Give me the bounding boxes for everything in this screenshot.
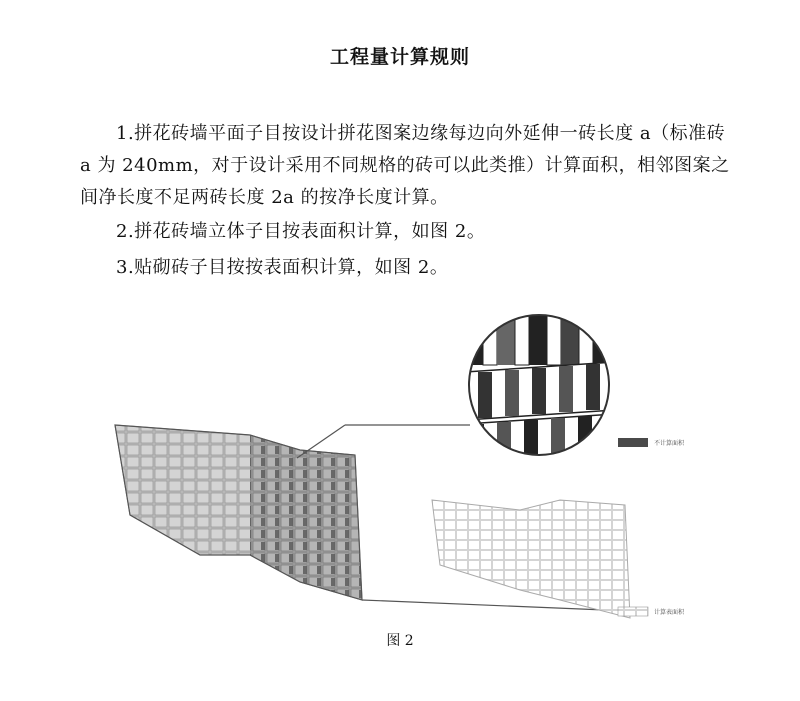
legend-counted-label: 计算表面积 <box>654 609 685 616</box>
legend-counted <box>618 607 685 616</box>
legend-not-counted-label: 不计算面积 <box>654 440 685 447</box>
figure-2-illustration <box>0 300 800 660</box>
rule-3-paragraph: 3.贴砌砖子目按按表面积计算，如图 2。 <box>116 257 449 278</box>
legend-not-counted <box>618 438 685 447</box>
rule-2-paragraph: 2.拼花砖墙立体子目按表面积计算，如图 2。 <box>116 221 486 242</box>
rule-1-paragraph: 1.拼花砖墙平面子目按设计拼花图案边缘每边向外延伸一砖长度 a（标准砖 a 为 240mm，对于设计采用不同规格的砖可以此类推）计算面积，相邻图案之间净长度不足两砖长度 2a 的按净长度计算。 <box>80 123 730 208</box>
textured-brick-wall <box>115 425 362 600</box>
page-title: 工程量计算规则 <box>329 46 470 68</box>
legend-counted-swatch <box>618 607 648 616</box>
magnified-detail-circle <box>465 310 615 460</box>
legend-not-counted-swatch <box>618 438 648 447</box>
flat-wall-surface <box>432 500 630 618</box>
figure-caption: 图 2 <box>386 633 414 649</box>
